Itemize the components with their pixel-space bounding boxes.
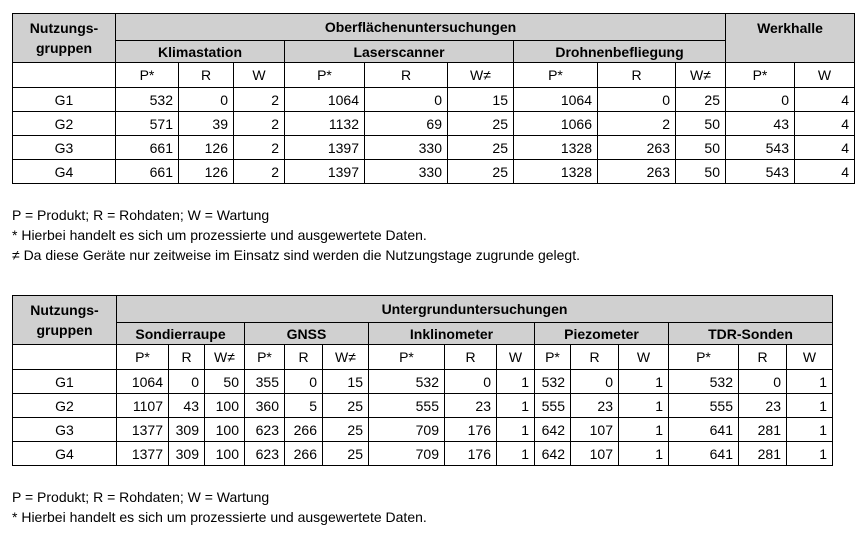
value-cell: 0 [169,370,205,394]
value-cell: 1 [619,370,669,394]
group-label: G2 [13,394,117,418]
value-cell: 281 [739,442,787,466]
value-cell: 107 [571,418,619,442]
note-usage-days: ≠ Da diese Geräte nur zeitweise im Einsatz sind werden die Nutzungstage zugrunde gelegt. [12,247,580,263]
value-cell: 1377 [117,442,169,466]
value-cell: 555 [669,394,739,418]
group-label: G3 [13,136,116,160]
value-cell: 4 [795,112,855,136]
value-cell: 100 [205,442,245,466]
value-cell: 25 [323,418,369,442]
value-cell: 15 [323,370,369,394]
value-cell: 2 [234,160,285,184]
value-cell: 641 [669,418,739,442]
group-label: G1 [13,88,116,112]
value-cell: 309 [169,442,205,466]
value-cell: 107 [571,442,619,466]
table-row [13,160,855,184]
value-cell: 309 [169,418,205,442]
col-header: R [445,345,497,370]
value-cell: 266 [285,442,323,466]
value-cell: 50 [676,160,726,184]
value-cell: 2 [234,88,285,112]
main-header: Oberflächenuntersuchungen [116,14,726,41]
group-header-line-1: Nutzungs- [30,302,99,318]
value-cell: 1328 [514,160,598,184]
value-cell: 642 [535,418,571,442]
col-header: R [598,63,676,88]
value-cell: 1 [787,418,833,442]
value-cell: 1328 [514,136,598,160]
value-cell: 0 [726,88,795,112]
group-label: G4 [13,160,116,184]
value-cell: 1 [497,370,535,394]
note-processed: * Hierbei handelt es sich um prozessierte und ausgewertete Daten. [12,509,427,525]
table-row [13,394,833,418]
value-cell: 25 [323,394,369,418]
col-header: P* [726,63,795,88]
value-cell: 126 [179,160,234,184]
col-header: W≠ [676,63,726,88]
value-cell: 4 [795,136,855,160]
value-cell: 4 [795,160,855,184]
table-row [13,136,855,160]
note-processed: * Hierbei handelt es sich um prozessierte und ausgewertete Daten. [12,227,427,243]
value-cell: 23 [739,394,787,418]
group-header [13,14,116,63]
value-cell: 709 [369,442,445,466]
value-cell: 661 [116,160,179,184]
value-cell: 1064 [514,88,598,112]
col-header: R [285,345,323,370]
value-cell: 1 [619,442,669,466]
value-cell: 39 [179,112,234,136]
value-cell: 176 [445,442,497,466]
col-header: R [739,345,787,370]
col-header: W [497,345,535,370]
value-cell: 281 [739,418,787,442]
value-cell: 69 [365,112,448,136]
col-header: W≠ [448,63,514,88]
col-header: W≠ [205,345,245,370]
value-cell: 25 [323,442,369,466]
group-label: G3 [13,418,117,442]
value-cell: 709 [369,418,445,442]
value-cell: 555 [369,394,445,418]
table-1-notes [12,205,580,265]
value-cell: 642 [535,442,571,466]
col-header: P* [369,345,445,370]
sub-header-drohnenbefliegung: Drohnenbefliegung [514,41,726,63]
value-cell: 1 [787,442,833,466]
sub-header-tdr-sonden: TDR-Sonden [669,323,833,345]
value-cell: 641 [669,442,739,466]
value-cell: 2 [234,136,285,160]
col-header: W [787,345,833,370]
sub-header-gnss: GNSS [245,323,369,345]
value-cell: 1064 [117,370,169,394]
value-cell: 0 [285,370,323,394]
werkhalle-header: Werkhalle [726,14,855,63]
value-cell: 1 [497,442,535,466]
sub-header-piezometer: Piezometer [535,323,669,345]
col-header: P* [535,345,571,370]
table-row [13,112,855,136]
note-legend: P = Produkt; R = Rohdaten; W = Wartung [12,489,270,505]
value-cell: 1377 [117,418,169,442]
value-cell: 263 [598,136,676,160]
value-cell: 0 [445,370,497,394]
table-2-notes [12,487,427,527]
value-cell: 2 [234,112,285,136]
value-cell: 623 [245,418,285,442]
group-header-line-2: gruppen [36,322,93,338]
value-cell: 532 [535,370,571,394]
value-cell: 661 [116,136,179,160]
group-header [13,296,117,345]
value-cell: 176 [445,418,497,442]
value-cell: 623 [245,442,285,466]
col-header: R [571,345,619,370]
col-header: W≠ [323,345,369,370]
empty-header-cell [13,345,117,370]
value-cell: 43 [169,394,205,418]
value-cell: 1107 [117,394,169,418]
value-cell: 50 [676,136,726,160]
value-cell: 0 [179,88,234,112]
value-cell: 4 [795,88,855,112]
value-cell: 0 [365,88,448,112]
value-cell: 555 [535,394,571,418]
value-cell: 0 [598,88,676,112]
sub-header-klimastation: Klimastation [116,41,285,63]
col-header: P* [245,345,285,370]
value-cell: 1 [497,394,535,418]
col-header: R [179,63,234,88]
value-cell: 50 [676,112,726,136]
value-cell: 43 [726,112,795,136]
value-cell: 1397 [285,136,365,160]
col-header: R [169,345,205,370]
value-cell: 1397 [285,160,365,184]
column-header-row [13,63,855,88]
column-header-row [13,345,833,370]
sub-header-laserscanner: Laserscanner [285,41,514,63]
value-cell: 1064 [285,88,365,112]
group-label: G1 [13,370,117,394]
table-row [13,442,833,466]
group-label: G4 [13,442,117,466]
value-cell: 25 [676,88,726,112]
value-cell: 0 [571,370,619,394]
group-header-line-1: Nutzungs- [29,20,99,36]
value-cell: 543 [726,160,795,184]
value-cell: 25 [448,112,514,136]
empty-header-cell [13,63,116,88]
value-cell: 100 [205,394,245,418]
group-label: G2 [13,112,116,136]
col-header: P* [514,63,598,88]
value-cell: 2 [598,112,676,136]
subsurface-investigations-table [12,295,833,466]
value-cell: 355 [245,370,285,394]
value-cell: 532 [116,88,179,112]
value-cell: 23 [571,394,619,418]
value-cell: 126 [179,136,234,160]
value-cell: 25 [448,160,514,184]
col-header: W [795,63,855,88]
table-row [13,370,833,394]
value-cell: 532 [369,370,445,394]
value-cell: 571 [116,112,179,136]
value-cell: 5 [285,394,323,418]
group-header-line-2: gruppen [36,40,92,56]
col-header: W [619,345,669,370]
col-header: P* [285,63,365,88]
col-header: R [365,63,448,88]
value-cell: 1 [787,394,833,418]
col-header: P* [116,63,179,88]
col-header: P* [669,345,739,370]
value-cell: 25 [448,136,514,160]
value-cell: 100 [205,418,245,442]
value-cell: 1132 [285,112,365,136]
value-cell: 543 [726,136,795,160]
value-cell: 0 [739,370,787,394]
table-row [13,418,833,442]
value-cell: 23 [445,394,497,418]
value-cell: 532 [669,370,739,394]
value-cell: 1 [497,418,535,442]
value-cell: 266 [285,418,323,442]
value-cell: 330 [365,136,448,160]
value-cell: 330 [365,160,448,184]
value-cell: 1 [619,418,669,442]
main-header: Untergrunduntersuchungen [117,296,833,323]
surface-investigations-table [12,13,855,184]
value-cell: 1 [787,370,833,394]
value-cell: 360 [245,394,285,418]
note-legend: P = Produkt; R = Rohdaten; W = Wartung [12,207,270,223]
col-header: W [234,63,285,88]
col-header: P* [117,345,169,370]
table-row [13,88,855,112]
sub-header-sondierraupe: Sondierraupe [117,323,245,345]
value-cell: 15 [448,88,514,112]
value-cell: 263 [598,160,676,184]
value-cell: 50 [205,370,245,394]
value-cell: 1 [619,394,669,418]
sub-header-inklinometer: Inklinometer [369,323,535,345]
value-cell: 1066 [514,112,598,136]
